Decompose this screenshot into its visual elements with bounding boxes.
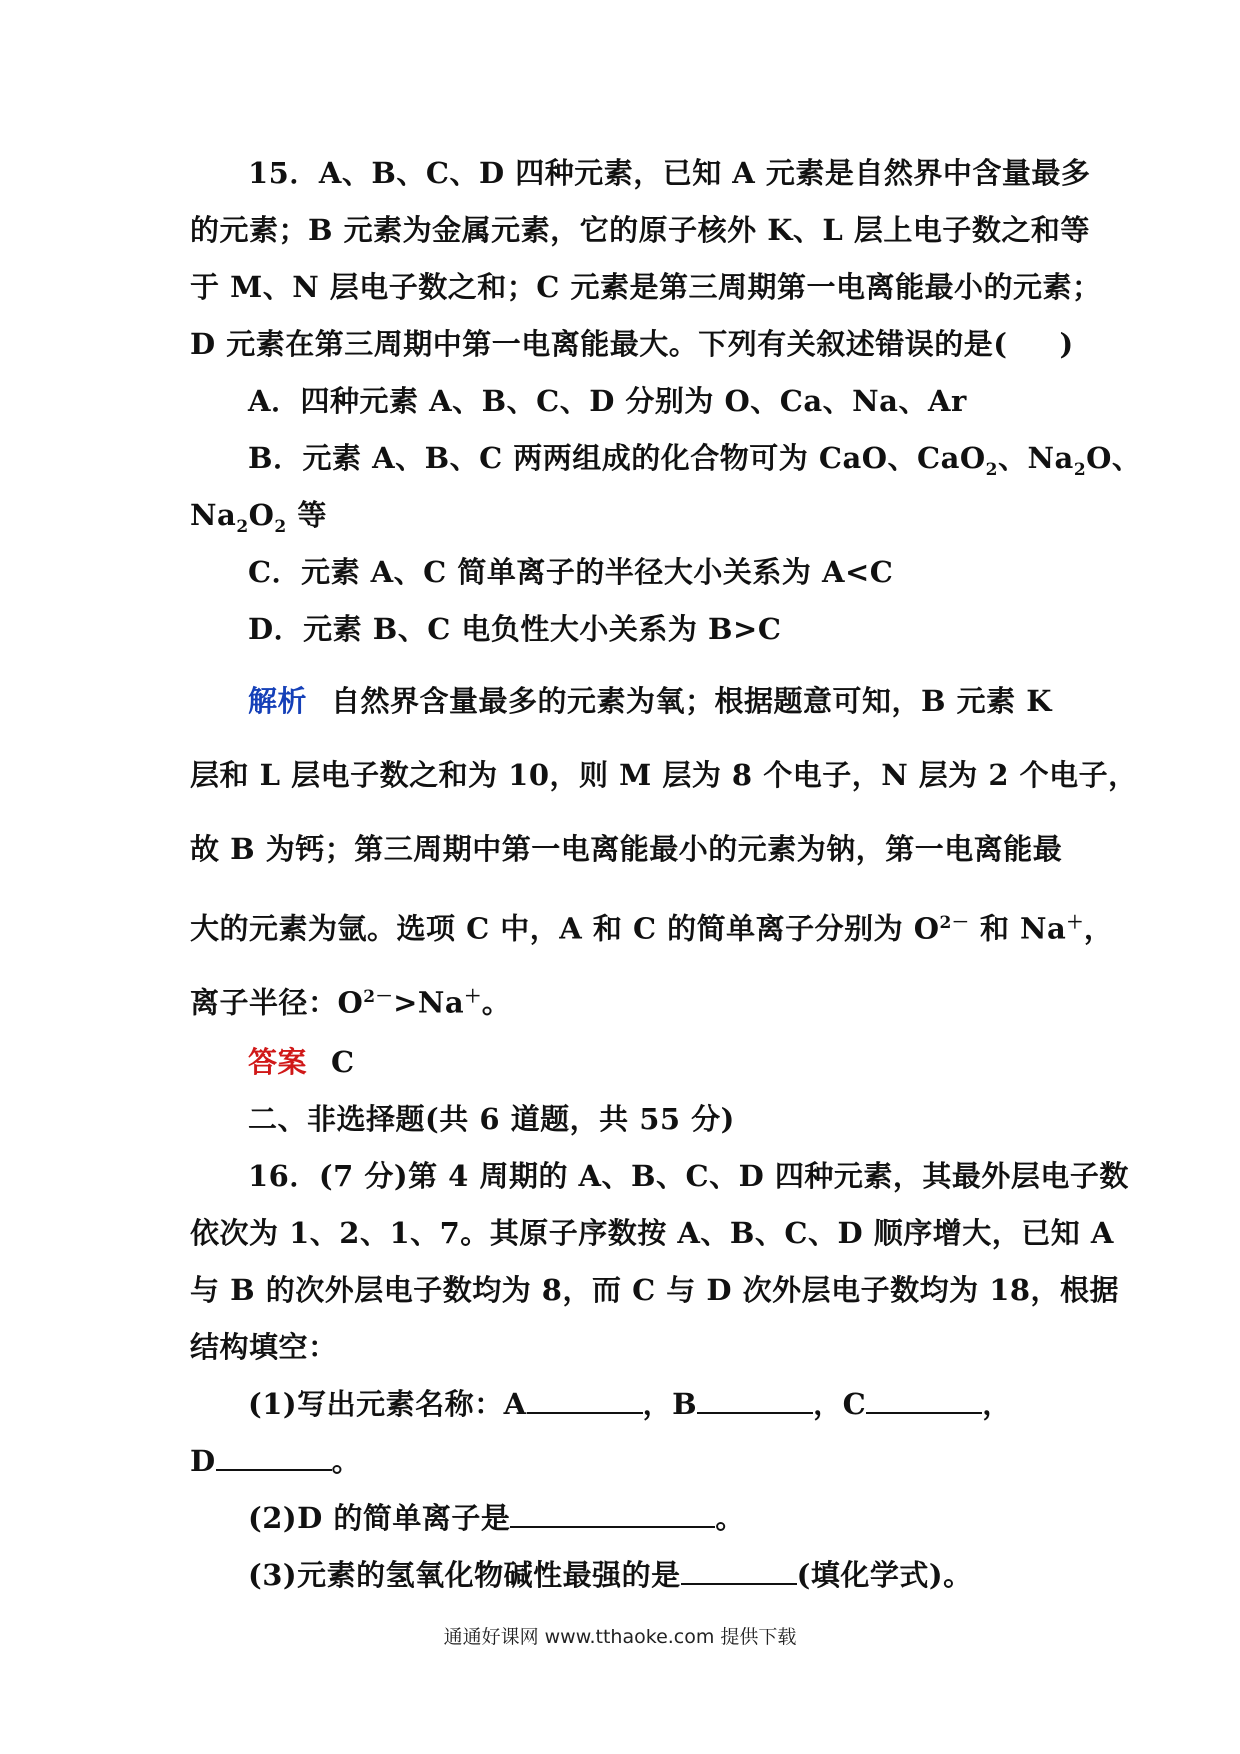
q16-line-3: 与 B 的次外层电子数均为 8，而 C 与 D 次外层电子数均为 18，根据: [190, 1273, 1120, 1307]
part2-text: (2)D 的简单离子是: [248, 1501, 511, 1535]
q16-line-1: 16．(7 分)第 4 周期的 A、B、C、D 四种元素，其最外层电子数: [248, 1159, 1129, 1193]
q16-line-2: 依次为 1、2、1、7。其原子序数按 A、B、C、D 顺序增大，已知 A: [190, 1216, 1114, 1250]
analysis-line-2: 层和 L 层电子数之和为 10，则 M 层为 8 个电子，N 层为 2 个电子，: [190, 758, 1138, 792]
analysis-text-5a: 离子半径：O: [190, 985, 364, 1020]
part1-text-d: D: [190, 1444, 216, 1478]
analysis-text-4b: 和 Na: [969, 911, 1067, 946]
q15-line-4-close: ): [1059, 327, 1074, 361]
analysis-text-1: 自然界含量最多的元素为氧；根据题意可知，B 元素 K: [331, 684, 1052, 718]
q15-option-d: D．元素 B、C 电负性大小关系为 B>C: [248, 612, 782, 646]
q15-line-4: [190, 316, 1074, 373]
document-body: [190, 145, 1142, 1604]
q15-option-c: C．元素 A、C 简单离子的半径大小关系为 A<C: [248, 555, 894, 589]
option-b-text-3: O、: [1086, 441, 1142, 475]
q15-line-2: 的元素；B 元素为金属元素，它的原子核外 K、L 层上电子数之和等: [190, 213, 1090, 247]
part3-text: (3)元素的氢氧化物碱性最强的是: [248, 1558, 681, 1592]
subscript: 2: [985, 459, 999, 480]
answer-value: C: [331, 1045, 355, 1079]
subscript: 2: [274, 516, 287, 537]
analysis-text-5b: >Na: [393, 985, 465, 1020]
blank-c[interactable]: [866, 1386, 982, 1414]
option-b-text-4: Na: [190, 498, 237, 532]
answer-label: 答案: [248, 1045, 308, 1079]
analysis-line-4: [190, 886, 1114, 960]
analysis-line-3: 故 B 为钙；第三周期中第一电离能最小的元素为钠，第一电离能最: [190, 832, 1063, 866]
superscript: 2－: [363, 987, 394, 1007]
part3-end: (填化学式)。: [796, 1558, 973, 1592]
q15-option-b: [190, 430, 1142, 487]
blank-ion[interactable]: [510, 1500, 715, 1528]
subscript: 2: [236, 516, 249, 537]
blank-formula[interactable]: [681, 1557, 797, 1585]
part2-end: 。: [715, 1501, 745, 1535]
q16-part-1-cont: [190, 1433, 1060, 1490]
q15-option-a: A．四种元素 A、B、C、D 分别为 O、Ca、Na、Ar: [248, 384, 967, 418]
q16-part-1: [190, 1376, 1060, 1433]
part1-text-b: ，B: [642, 1387, 698, 1421]
q15-option-b-cont: [190, 487, 1060, 544]
q16-line-4: 结构填空：: [190, 1330, 338, 1364]
q15-line-3: 于 M、N 层电子数之和；C 元素是第三周期第一电离能最小的元素；: [190, 270, 1102, 304]
option-b-text-2: 、Na: [998, 441, 1074, 475]
answer-line: [190, 1034, 1060, 1091]
analysis-text-5c: 。: [481, 985, 512, 1020]
subscript: 2: [1073, 459, 1087, 480]
part1-text-c: ，C: [813, 1387, 867, 1421]
analysis-text-4c: ，: [1083, 911, 1114, 946]
blank-d[interactable]: [216, 1443, 332, 1471]
option-b-text-1: B．元素 A、B、C 两两组成的化合物可为 CaO、CaO: [248, 441, 986, 475]
analysis-text-4a: 大的元素为氩。选项 C 中，A 和 C 的简单离子分别为 O: [190, 911, 940, 946]
blank-b[interactable]: [697, 1386, 813, 1414]
section-heading: 二、非选择题(共 6 道题，共 55 分): [248, 1102, 735, 1136]
analysis-line-5: [190, 960, 1060, 1034]
q15-line-1: 15．A、B、C、D 四种元素，已知 A 元素是自然界中含量最多: [248, 156, 1091, 190]
part1-text-dend: 。: [331, 1444, 362, 1478]
superscript: 2－: [939, 913, 970, 933]
analysis-line-1: [190, 664, 1060, 738]
option-b-text-6: 等: [286, 498, 327, 532]
part1-text-end: ，: [982, 1387, 1012, 1421]
blank-a[interactable]: [527, 1386, 643, 1414]
superscript: ＋: [1066, 913, 1084, 933]
q16-part-3: [190, 1547, 1060, 1604]
analysis-label: 解析: [248, 684, 308, 718]
footer-credit: 通通好课网 www.tthaoke.com 提供下载: [443, 1626, 797, 1648]
part1-text-a: (1)写出元素名称：A: [248, 1387, 527, 1421]
q16-part-2: [190, 1490, 1060, 1547]
superscript: ＋: [464, 987, 482, 1007]
q15-line-4-text: D 元素在第三周期中第一电离能最大。下列有关叙述错误的是(: [190, 327, 1008, 361]
option-b-text-5: O: [248, 498, 275, 532]
